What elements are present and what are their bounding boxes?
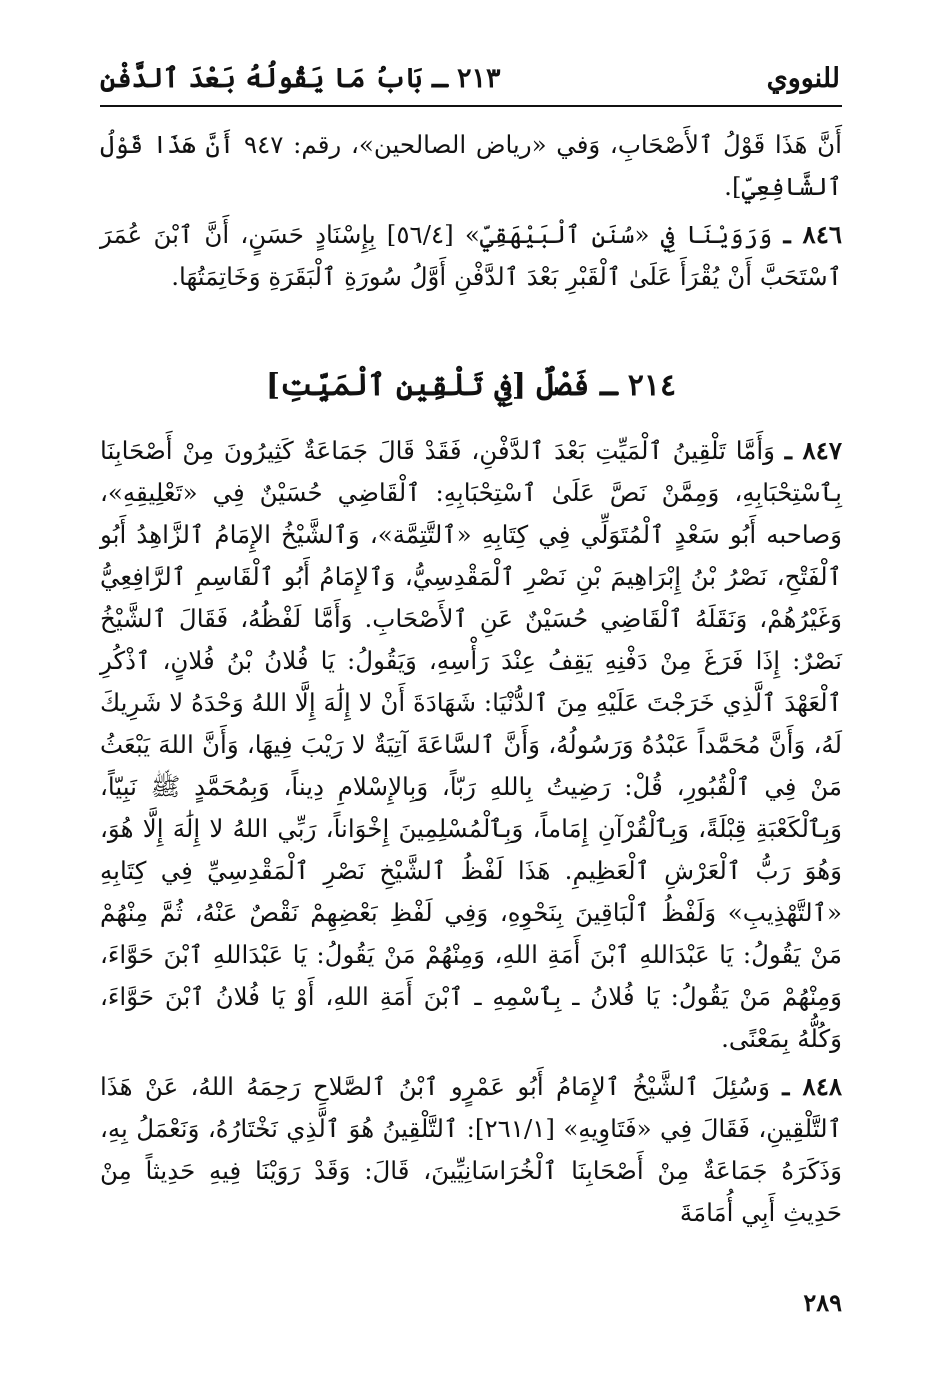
header-divider [100,105,842,107]
paragraph-continuation [100,124,842,208]
text-block-upper [100,124,842,298]
paragraph-number: ٨٤٦ ـ [783,220,843,249]
header-chapter-title: ٢١٣ ـ بَابُ مَا يَقُولُهُ بَعْدَ ٱلدَّفْنِ [100,62,501,94]
paragraph-text: وَرَوَيْنَا فِي «سُنَنِ ٱلْبَيْهَقِيِّ» [٥٦/٤] بِإِسْنَادٍ حَسَنٍ، أَنَّ ٱبْنَ عُمَرَ ٱسْتَحَبَّ أَنْ يُقْرَأَ عَلَىٰ ٱلْقَبْرِ بَعْدَ ٱلدَّفْنِ أَوَّلُ سُورَةِ ٱلْبَقَرَةِ وَخَاتِمَتُهَا. [100,220,842,291]
paragraph-number: ٨٤٨ ـ [782,1072,843,1101]
paragraph-text: وَسُئِلَ ٱلشَّيْخُ ٱلإِمَامُ أَبُو عَمْرٍو ٱبْنُ ٱلصَّلاحِ رَحِمَهُ اللهُ، عَنْ هَذَا ٱلتَّلْقِينِ، فَقَالَ فِي «فَتَاوِيهِ» [٢٦١/١]: ٱلتَّلْقِينُ هُوَ ٱلَّذِي نَخْتَارُهُ، وَنَعْمَلُ بِهِ، وَذَكَرَهُ جَمَاعَةٌ مِنْ أَصْحَابِنَا ٱلْخُرَاسَانِيِّينَ، قَالَ: وَقَدْ رَوَيْنَا فِيهِ حَدِيثاً مِنْ حَدِيثِ أَبِي أُمَامَةَ [100,1072,842,1227]
text-block-lower [100,430,842,1234]
page-number: ٢٨٩ [803,1288,842,1317]
running-header [100,55,840,101]
paragraph-847 [100,430,842,1060]
paragraph-848 [100,1066,842,1234]
paragraph-846 [100,214,842,298]
paragraph-text: أَنَّ هَذَا قَوْلُ ٱلأَصْحَابِ، وَفي «رياض الصالحين»، رقم: ٩٤٧ أَنَّ هَذَا قَوْلُ ٱلشَّافِعِيِّ]. [100,130,842,201]
paragraph-number: ٨٤٧ ـ [784,436,842,465]
header-author: للنووي [766,62,840,94]
paragraph-text: وَأَمَّا تَلْقِينُ ٱلْمَيِّتِ بَعْدَ ٱلدَّفْنِ، فَقَدْ قَالَ جَمَاعَةٌ كَثِيرُونَ مِنْ أَصْحَابِنَا بِٱسْتِحْبَابِهِ، وَمِمَّنْ نَصَّ عَلَىٰ ٱسْتِحْبَابِهِ: ٱلْقَاضِي حُسَيْنٌ فِي «تَعْلِيقِهِ»، وَصاحبه أَبُو سَعْدٍ ٱلْمُتَوَلِّي فِي كِتَابِهِ «ٱلتَّتِمَّة»، وَٱلشَّيْخُ الإِمَامُ ٱلزَّاهِدُ أَبُو ٱلْفَتْحِ، نَصْرُ بْنُ إِبْرَاهِيمَ بْنِ نَصْرِ ٱلْمَقْدِسِيُّ، وَٱلإِمَامُ أَبُو ٱلْقَاسِمِ ٱلرَّافِعِيُّ وَغَيْرُهُمْ، وَنَقَلَهُ ٱلْقَاضِي حُسَيْنٌ عَنِ ٱلأَصْحَابِ. وَأَمَّا لَفْظُهُ، فَقَالَ ٱلشَّيْخُ نَصْرٌ: إِذَا فَرَغَ مِنْ دَفْنِهِ يَقِفُ عِنْدَ رَأْسِهِ، وَيَقُولُ: يَا فُلانُ بْنُ فُلانٍ، ٱذْكُرِ ٱلْعَهْدَ ٱلَّذِي خَرَجْتَ عَلَيْهِ مِنَ ٱلدُّنْيَا: شَهَادَةَ أَنْ لا إِلَٰهَ إِلَّا اللهُ وَحْدَهُ لا شَرِيكَ لَهُ، وَأَنَّ مُحَمَّداً عَبْدُهُ وَرَسُولُهُ، وَأَنَّ ٱلسَّاعَةَ آتِيَةٌ لا رَيْبَ فِيهَا، وَأَنَّ اللهَ يَبْعَثُ مَنْ فِي ٱلْقُبُورِ، قُلْ: رَضِيتُ بِاللهِ رَبّاً، وَبِالإِسْلامِ دِيناً، وَبِمُحَمَّدٍ ﷺ نَبِيّاً، وَبِٱلْكَعْبَةِ قِبْلَةً، وَبِٱلْقُرْآنِ إِمَاماً، وَبِٱلْمُسْلِمِينَ إِخْوَاناً، رَبِّي اللهُ لا إِلَٰهَ إِلَّا هُوَ، وَهُوَ رَبُّ ٱلْعَرْشِ ٱلْعَظِيمِ. هَذَا لَفْظُ ٱلشَّيْخِ نَصْرِ ٱلْمَقْدِسِيِّ فِي كِتَابِهِ «ٱلتَّهْذِيبِ» وَلَفْظُ ٱلْبَاقِينَ بِنَحْوِهِ، وَفِي لَفْظِ بَعْضِهِمْ نَقْصٌ عَنْهُ، ثُمَّ مِنْهُمْ مَنْ يَقُولُ: يَا عَبْدَاللهِ ٱبْنَ أَمَةِ اللهِ، وَمِنْهُمْ مَنْ يَقُولُ: يَا عَبْدَاللهِ ٱبْنَ حَوَّاءَ، وَمِنْهُمْ مَنْ يَقُولُ: يَا فُلانُ ـ بِٱسْمِهِ ـ ٱبْنَ أَمَةِ اللهِ، أَوْ يَا فُلانُ ٱبْنَ حَوَّاءَ، وَكُلُّهُ بِمَعْنًى. [100,436,842,1053]
section-title: ٢١٤ ـ فَصْلٌ [فِي تَلْقِينِ ٱلْمَيِّتِ] [265,368,677,403]
